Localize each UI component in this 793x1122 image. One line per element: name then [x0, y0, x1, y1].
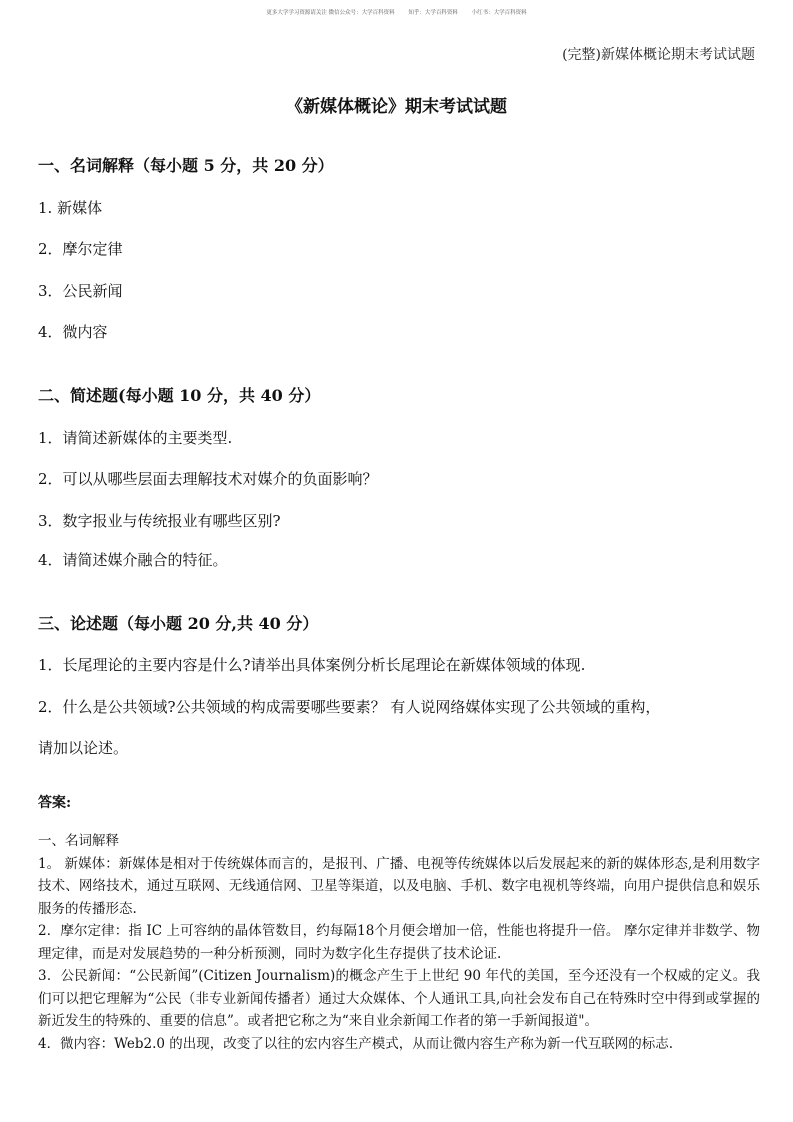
section-1-item: 3．公民新闻: [38, 282, 123, 300]
answers-subheading: 一、名词解释: [38, 833, 119, 849]
section-2-heading: 二、简述题(每小题 10 分，共 40 分）: [38, 386, 321, 405]
section-2-item: 3．数字报业与传统报业有哪些区别?: [38, 512, 281, 530]
answers-body: [38, 830, 760, 1055]
answer-paragraph: 4．微内容：Web2.0 的出现，改变了以往的宏内容生产模式，从而让微内容生产称为新一代互联网的标志.: [38, 1035, 674, 1052]
answers-label: 答案:: [38, 795, 72, 811]
section-3-item-continuation: 请加以论述。: [38, 739, 129, 757]
promo-text-xiaohongshu: 小红书：大学百科资料: [471, 10, 527, 16]
answer-paragraph: 3．公民新闻：“公民新闻”(Citizen Journalism)的概念产生于上世纪 90 年代的美国，至今还没有一个权威的定义。我们可以把它理解为“公民（非专业新闻传播者）通过大众媒体、个人通讯工具,向社会发布自己在特殊时空中得到或掌握的新近发生的特殊的、重要的信息”。或者把它称之为“来自业余新闻工作者的第一手新闻报道"。: [38, 968, 760, 1029]
running-header: (完整)新媒体概论期末考试试题: [562, 47, 755, 63]
section-1-item: 2．摩尔定律: [38, 240, 123, 258]
section-1-heading: 一、名词解释（每小题 5 分，共 20 分）: [38, 156, 334, 175]
section-1-item: 4．微内容: [38, 323, 108, 341]
section-3-heading: 三、论述题（每小题 20 分,共 40 分）: [38, 614, 319, 633]
top-promo-note: [0, 8, 793, 16]
section-2-item: 2．可以从哪些层面去理解技术对媒介的负面影响？: [38, 470, 378, 488]
promo-text-wechat: 更多大学学习资源请关注 微信公众号：大学百科资料: [266, 10, 395, 16]
section-3-item: 1．长尾理论的主要内容是什么?请举出具体案例分析长尾理论在新媒体领域的体现.: [38, 656, 586, 674]
section-1-item: 1. 新媒体: [38, 199, 103, 217]
section-2-item: 1．请简述新媒体的主要类型.: [38, 429, 233, 447]
promo-text-zhihu: 知乎：大学百科资料: [408, 10, 458, 16]
section-3-item: 2．什么是公共领域?公共领域的构成需要哪些要素？ 有人说网络媒体实现了公共领域的重构，: [38, 698, 661, 716]
document-title: 《新媒体概论》期末考试试题: [286, 97, 507, 117]
section-2-item: 4．请简述媒介融合的特征。: [38, 551, 228, 569]
answer-paragraph: 1。 新媒体：新媒体是相对于传统媒体而言的，是报刊、广播、电视等传统媒体以后发展起来的新的媒体形态,是利用数字技术、网络技术，通过互联网、无线通信网、卫星等渠道，以及电脑、手机、数字电视机等终端，向用户提供信息和娱乐服务的传播形态.: [38, 855, 760, 917]
answer-paragraph: 2．摩尔定律：指 IC 上可容纳的晶体管数目，约每隔18个月便会增加一倍，性能也将提升一倍。 摩尔定律并非数学、物理定律，而是对发展趋势的一种分析预测，同时为数字化生存提供了技术论证.: [38, 923, 760, 962]
